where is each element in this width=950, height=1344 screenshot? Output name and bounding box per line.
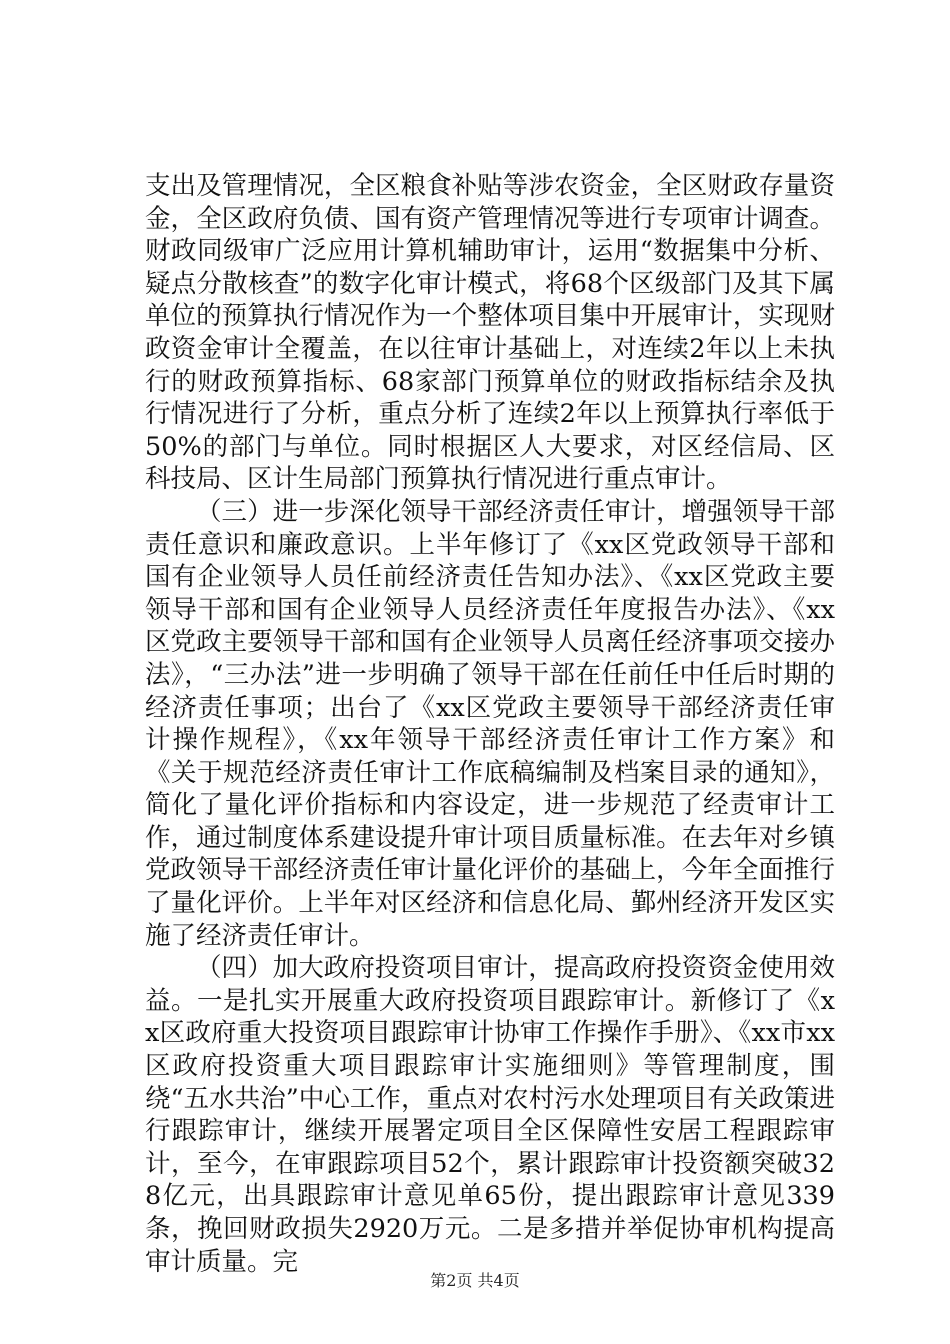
- paragraph-1: 支出及管理情况，全区粮食补贴等涉农资金，全区财政存量资金，全区政府负债、国有资产管理情况等进行专项审计调查。财政同级审广泛应用计算机辅助审计，运用“数据集中分析、疑点分散核查”的数字化审计模式，将68个区级部门及其下属单位的预算执行情况作为一个整体项目集中开展审计，实现财政资金审计全覆盖，在以往审计基础上，对连续2年以上未执行的财政预算指标、68家部门预算单位的财政指标结余及执行情况进行了分析，重点分析了连续2年以上预算执行率低于50%的部门与单位。同时根据区人大要求，对区经信局、区科技局、区计生局部门预算执行情况进行重点审计。: [145, 171, 835, 495]
- paragraph-2: （三）进一步深化领导干部经济责任审计，增强领导干部责任意识和廉政意识。上半年修订了《xx区党政领导干部和国有企业领导人员任前经济责任告知办法》、《xx区党政主要领导干部和国有企业领导人员经济责任年度报告办法》、《xx区党政主要领导干部和国有企业领导人员离任经济事项交接办法》，“三办法”进一步明确了领导干部在任前任中任后时期的经济责任事项；出台了《xx区党政主要领导干部经济责任审计操作规程》，《xx年领导干部经济责任审计工作方案》和《关于规范经济责任审计工作底稿编制及档案目录的通知》，简化了量化评价指标和内容设定，进一步规范了经责审计工作，通过制度体系建设提升审计项目质量标准。在去年对乡镇党政领导干部经济责任审计量化评价的基础上，今年全面推行了量化评价。上半年对区经济和信息化局、鄞州经济开发区实施了经济责任审计。: [145, 496, 835, 951]
- page-footer: [0, 1268, 950, 1291]
- paragraph-3: （四）加大政府投资项目审计，提高政府投资资金使用效益。一是扎实开展重大政府投资项目跟踪审计。新修订了《xx区政府重大投资项目跟踪审计协审工作操作手册》、《xx市xx区政府投资重大项目跟踪审计实施细则》等管理制度，围绕“五水共治”中心工作，重点对农村污水处理项目有关政策进行跟踪审计，继续开展署定项目全区保障性安居工程跟踪审计，至今，在审跟踪项目52个，累计跟踪审计投资额突破328亿元，出具跟踪审计意见单65份，提出跟踪审计意见339条，挽回财政损失2920万元。二是多措并举促协审机构提高审计质量。完: [145, 953, 835, 1277]
- document-body: [145, 170, 835, 1278]
- page-number: 第2页 共4页: [430, 1271, 520, 1290]
